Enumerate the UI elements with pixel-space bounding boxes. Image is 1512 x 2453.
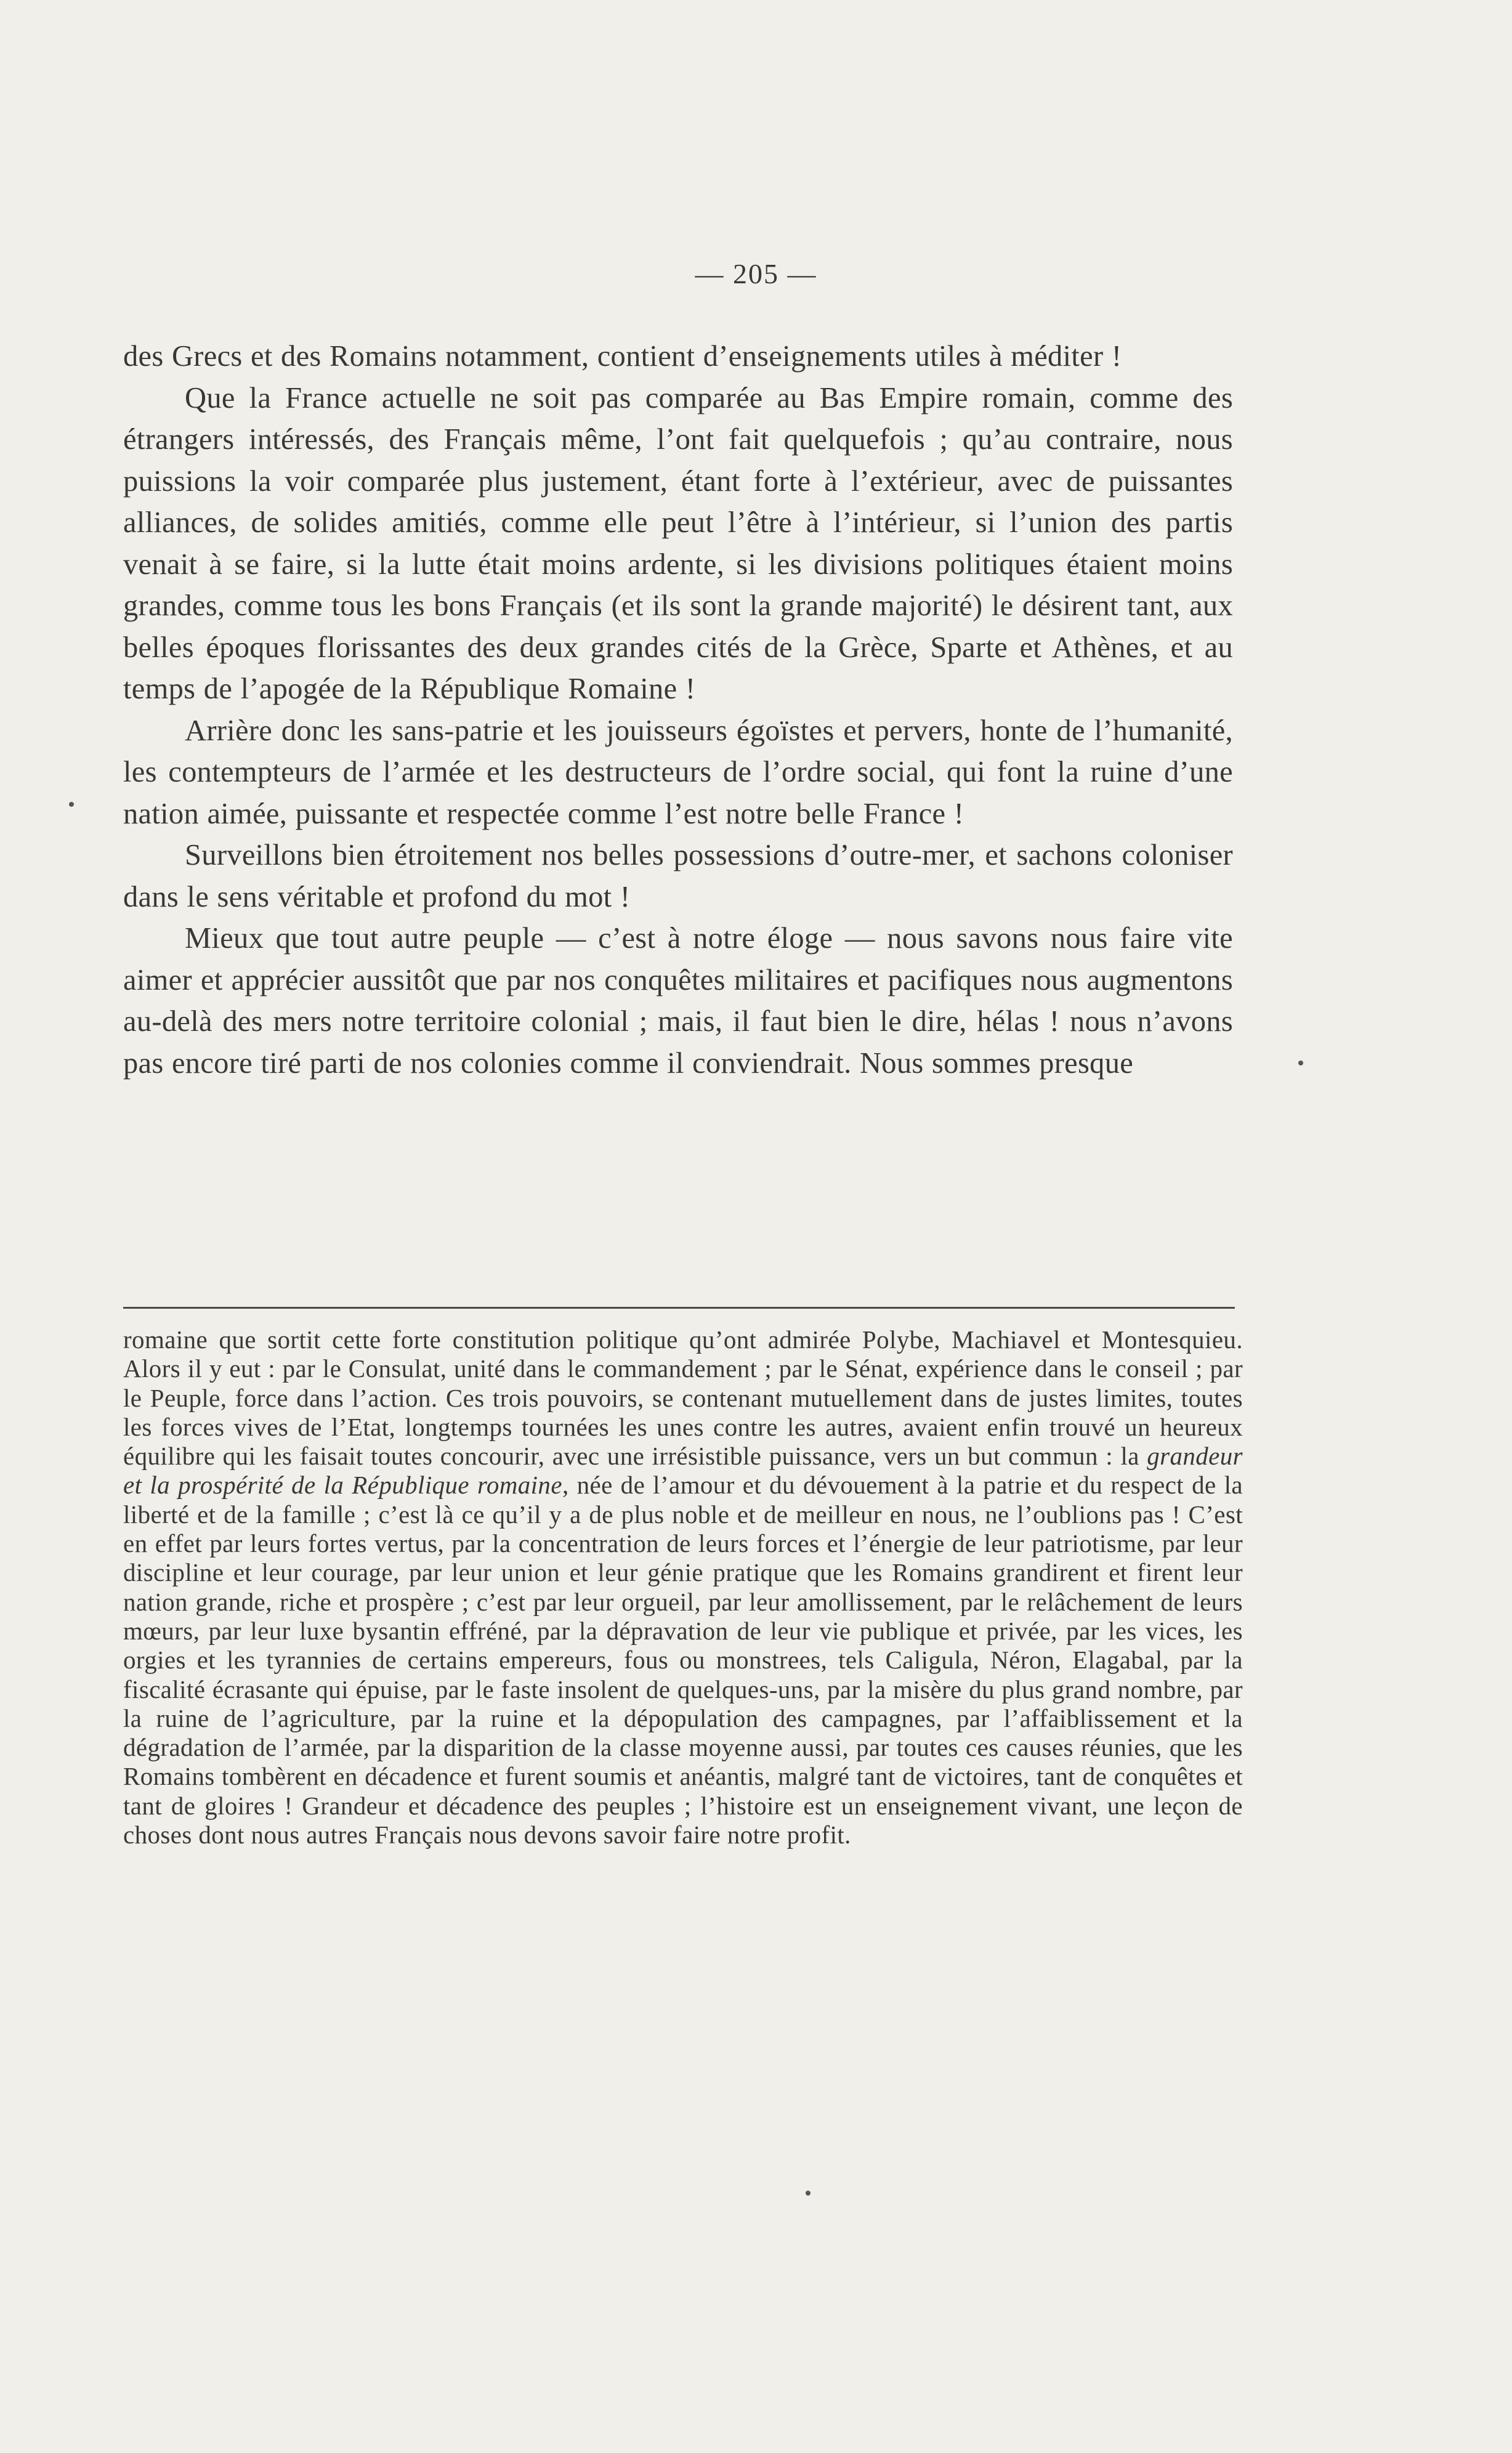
footnote-paragraph bbox=[123, 1325, 1243, 1849]
footnote-italic-text: grandeur et la prospérité de la République romaine bbox=[123, 1442, 1243, 1500]
paragraph: Que la France actuelle ne soit pas comparée au Bas Empire romain, comme des étrangers intéressés, des Français même, l’ont fait quelquefois ; qu’au contraire, nous puissions la voir comparée plus justement, étant forte à l’extérieur, avec de puissantes alliances, de solides amitiés, comme elle peut l’être à l’intérieur, si l’union des partis venait à se faire, si la lutte était moins ardente, si les divisions politiques étaient moins grandes, comme tous les bons Français (et ils sont la grande majorité) le désirent tant, aux belles époques florissantes des deux grandes cités de la Grèce, Sparte et Athènes, et au temps de l’apogée de la République Romaine ! bbox=[123, 381, 1233, 705]
footnote-divider bbox=[123, 1307, 1235, 1309]
paragraph: Surveillons bien étroitement nos belles possessions d’outre-mer, et sachons coloniser dans le sens véritable et profond du mot ! bbox=[123, 839, 1233, 913]
main-text bbox=[123, 336, 1233, 1084]
footnote bbox=[123, 1325, 1243, 1849]
paragraph: des Grecs et des Romains notamment, contient d’enseignements utiles à méditer ! bbox=[123, 340, 1122, 373]
margin-speck bbox=[1298, 1061, 1303, 1065]
margin-speck bbox=[69, 802, 74, 807]
page-number: — 205 — bbox=[695, 258, 817, 289]
paragraph: Arrière donc les sans-patrie et les jouisseurs égoïstes et pervers, honte de l’humanité, les contempteurs de l’armée et les destructeurs de l’ordre social, qui font la ruine d’une nation aimée, puissante et respectée comme l’est notre belle France ! bbox=[123, 714, 1233, 830]
footnote-text: , née de l’amour et du dévouement à la patrie et du respect de la liberté et de la famille ; c’est là ce qu’il y a de plus noble et de meilleur en nous, ne l’oublions pas ! C’est en effet par leurs fortes vertus, par la concentration de leurs forces et l’énergie de leur patriotisme, par leur discipline et leur courage, par leur union et leur génie pratique que les Romains grandirent et firent leur nation grande, riche et prospère ; c’est par leur orgueil, par leur amollissement, par le relâchement de leurs mœurs, par leur luxe bysantin effréné, par la dépravation de leur vie publique et privée, par les vices, les orgies et les tyrannies de certains empereurs, fous ou monstrees, tels Caligula, Néron, Elagabal, par la fiscalité écrasante qui épuise, par le faste insolent de quelques-uns, par la misère du plus grand nombre, par la ruine de l’agriculture, par la ruine et la dépopulation des campagnes, par l’affaiblissement et la dégradation de l’armée, par la disparition de la classe moyenne aussi, par toutes ces causes réunies, que les Romains tombèrent en décadence et furent soumis et anéantis, malgré tant de victoires, tant de conquêtes et tant de gloires ! Grandeur et décadence des peuples ; l’histoire est un enseignement vivant, une leçon de choses dont nous autres Français nous devons savoir faire notre profit. bbox=[123, 1471, 1243, 1849]
footnote-text: romaine que sortit cette forte constitution politique qu’ont admirée Polybe, Machiavel et Montesquieu. Alors il y eut : par le Consulat, unité dans le commandement ; par le Sénat, expérience dans le conseil ; par le Peuple, force dans l’action. Ces trois pouvoirs, se contenant mutuellement dans de justes limites, toutes les forces vives de l’Etat, longtemps tournées les unes contre les autres, avaient enfin trouvé un heureux équilibre qui les faisait toutes concourir, avec une irrésistible puissance, vers un but commun : la bbox=[123, 1325, 1243, 1471]
margin-speck bbox=[806, 2191, 811, 2196]
paragraph: Mieux que tout autre peuple — c’est à notre éloge — nous savons nous faire vite aimer et apprécier aussitôt que par nos conquêtes militaires et pacifiques nous augmentons au-delà des mers notre territoire colonial ; mais, il faut bien le dire, hélas ! nous n’avons pas encore tiré parti de nos colonies comme il conviendrait. Nous sommes presque bbox=[123, 922, 1233, 1080]
